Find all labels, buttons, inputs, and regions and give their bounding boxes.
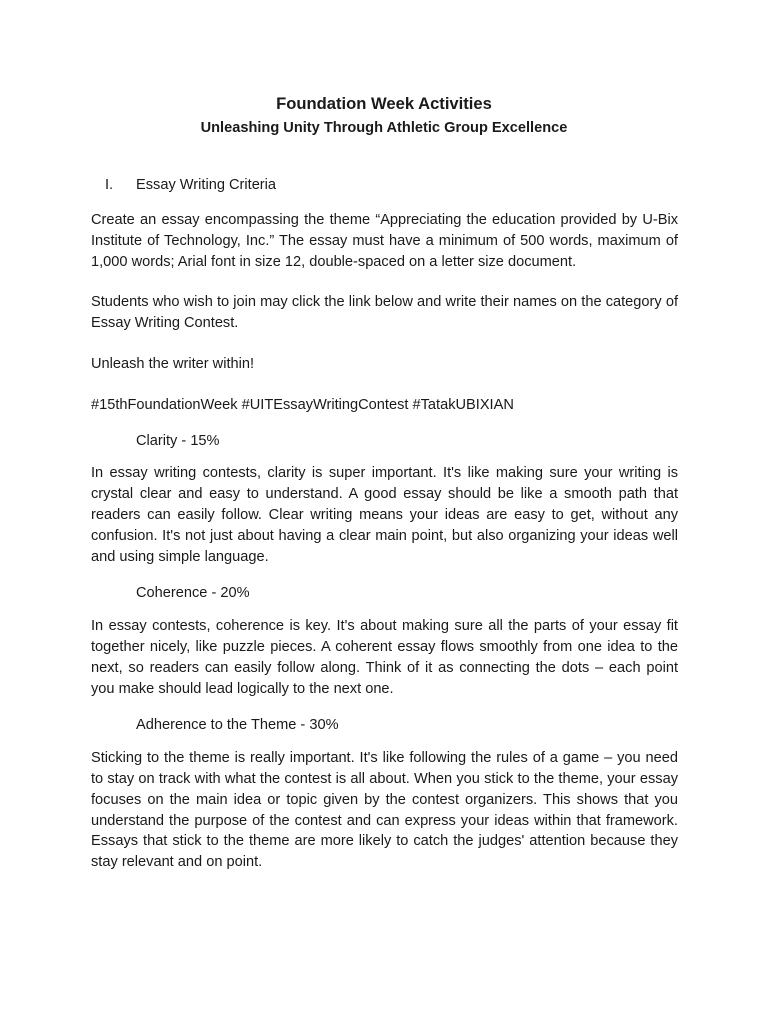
criterion-heading-coherence: Coherence - 20% [136,585,250,602]
criterion-body-clarity: In essay writing contests, clarity is super important. It's like making sure your writing is crystal clear and easy to understand. A good essay should be like a smooth path that readers can easily follow. Clear writing means your ideas are easy to get, without any confusion. It's not just about having a clear main point, but also organizing your ideas well and using simple language. [91,465,678,565]
document-title: Foundation Week Activities [276,94,492,113]
intro-paragraph-join: Students who wish to join may click the link below and write their names on the category of Essay Writing Contest. [91,294,678,332]
intro-paragraph-tagline: Unleash the writer within! [91,355,255,372]
document-subtitle: Unleashing Unity Through Athletic Group Excellence [200,120,568,136]
hashtags: #15thFoundationWeek #UITEssayWritingContest #TatakUBIXIAN [91,396,514,413]
document-body [91,175,678,873]
section-heading [91,175,678,195]
criterion-heading-theme: Adherence to the Theme - 30% [136,717,339,734]
section-numeral: I. [105,177,114,193]
criterion-heading-clarity: Clarity - 15% [136,432,220,449]
criterion-body-coherence: In essay contests, coherence is key. It's about making sure all the parts of your essay fit together nicely, like puzzle pieces. A coherent essay flows smoothly from one idea to the next, so readers can easily follow along. Think of it as connecting the dots – each point you make should lead logically to the next one. [91,618,678,697]
section-title: Essay Writing Criteria [136,177,277,193]
intro-paragraph-theme: Create an essay encompassing the theme “Appreciating the education provided by U-Bix Institute of Technology, Inc.” The essay must have a minimum of 500 words, maximum of 1,000 words; Arial font in size 12, double-spaced on a letter size document. [91,212,678,270]
criterion-body-theme: Sticking to the theme is really important. It's like following the rules of a game – you need to stay on track with what the contest is all about. When you stick to the theme, your essay focuses on the main idea or topic given by the contest organizers. This shows that you understand the purpose of the contest and can express your ideas within that framework. Essays that stick to the theme are more likely to catch the judges' attention because they stay relevant and on point. [91,750,678,871]
